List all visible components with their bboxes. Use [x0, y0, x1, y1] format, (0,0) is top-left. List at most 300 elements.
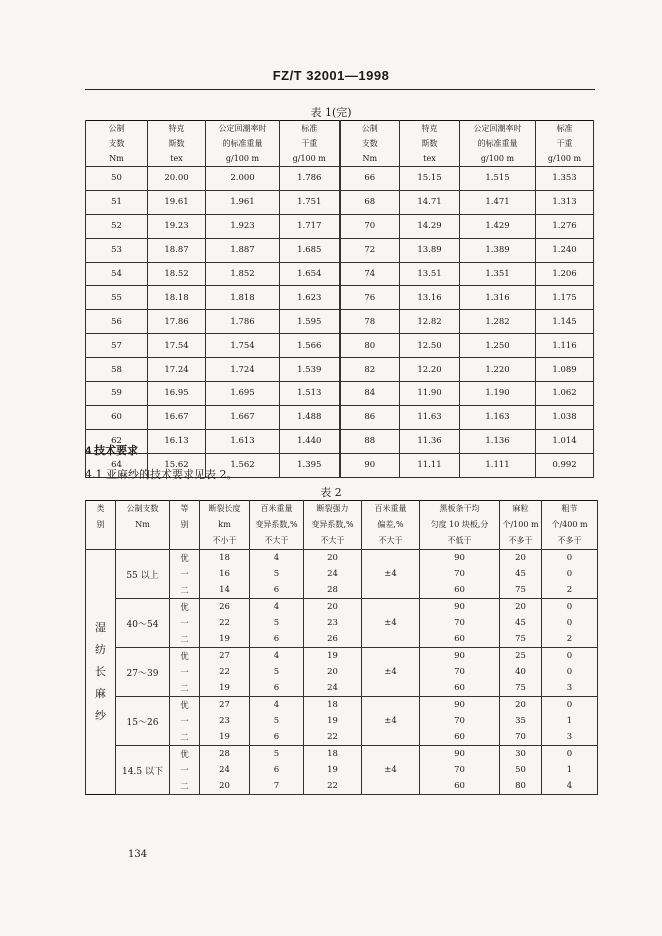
- table-cell: 4: [250, 599, 304, 616]
- grade-cell: 一: [170, 566, 200, 582]
- table-cell: 1.667: [206, 405, 280, 429]
- table2-header-cell: 不低于: [420, 533, 500, 550]
- table2-header-cell: [116, 533, 170, 550]
- table-cell: 70: [420, 615, 500, 631]
- table2-header-cell: 不大于: [250, 533, 304, 550]
- table-cell: 16.13: [148, 429, 206, 453]
- table-cell: 76: [340, 286, 400, 310]
- table1-header-cell: 特克: [148, 121, 206, 137]
- grade-cell: 一: [170, 713, 200, 729]
- table-cell: 1.316: [460, 286, 536, 310]
- table-cell: 59: [86, 382, 148, 406]
- table-cell: 51: [86, 190, 148, 214]
- table1-header-row: [86, 136, 594, 151]
- table2-header-cell: 变异系数,%: [304, 517, 362, 533]
- table-cell: 1.471: [460, 190, 536, 214]
- table-cell: 57: [86, 334, 148, 358]
- table-cell: 1.353: [536, 167, 594, 191]
- table-cell: 18: [200, 550, 250, 567]
- table-cell: 45: [500, 566, 542, 582]
- deviation-cell: ±4: [362, 648, 420, 697]
- table-cell: 25: [500, 648, 542, 665]
- table-row: [86, 358, 594, 382]
- table-cell: 18: [304, 697, 362, 714]
- table-cell: 0: [542, 550, 598, 567]
- table-cell: 90: [340, 453, 400, 477]
- table1-header-cell: g/100 m: [536, 151, 594, 167]
- table-cell: 90: [420, 697, 500, 714]
- table-cell: 90: [420, 550, 500, 567]
- table-cell: 0: [542, 664, 598, 680]
- table-cell: 20: [500, 697, 542, 714]
- table1-header-cell: 公定回潮率时: [460, 121, 536, 137]
- table-row: [86, 238, 594, 262]
- table1-header-cell: 的标准重量: [206, 136, 280, 151]
- table-cell: 60: [420, 778, 500, 795]
- table1-header-cell: 干重: [280, 136, 340, 151]
- table-cell: 13.89: [400, 238, 460, 262]
- grade-cell: 优: [170, 599, 200, 616]
- table-cell: 16.67: [148, 405, 206, 429]
- table-row: [86, 382, 594, 406]
- table-cell: 80: [340, 334, 400, 358]
- table-cell: 19: [304, 648, 362, 665]
- table2-header-cell: 黑板条干均: [420, 501, 500, 518]
- table2-header-cell: 不大于: [304, 533, 362, 550]
- table-cell: 1.038: [536, 405, 594, 429]
- table-cell: 5: [250, 746, 304, 763]
- table-cell: 12.50: [400, 334, 460, 358]
- table-cell: 80: [500, 778, 542, 795]
- grade-cell: 二: [170, 778, 200, 795]
- table1-header-cell: 支数: [86, 136, 148, 151]
- table-cell: 1.566: [280, 334, 340, 358]
- table-cell: 75: [500, 631, 542, 648]
- table-cell: 1.539: [280, 358, 340, 382]
- table-cell: 27: [200, 648, 250, 665]
- table-cell: 1.014: [536, 429, 594, 453]
- table2-header-row: [86, 533, 598, 550]
- table-cell: 24: [304, 680, 362, 697]
- grade-cell: 二: [170, 582, 200, 599]
- table-cell: 1.488: [280, 405, 340, 429]
- table-cell: 1.145: [536, 310, 594, 334]
- table-cell: 18.52: [148, 262, 206, 286]
- table-cell: 1.111: [460, 453, 536, 477]
- table2-header-cell: 偏差,%: [362, 517, 420, 533]
- table-cell: 6: [250, 680, 304, 697]
- table-cell: 11.11: [400, 453, 460, 477]
- table2: [85, 500, 598, 795]
- table-cell: 1.163: [460, 405, 536, 429]
- table-cell: 1: [542, 762, 598, 778]
- table1-header-cell: 公制: [86, 121, 148, 137]
- table-cell: 90: [420, 648, 500, 665]
- table1-header-cell: Nm: [340, 151, 400, 167]
- table-cell: 16: [200, 566, 250, 582]
- table-cell: 56: [86, 310, 148, 334]
- table-cell: 0: [542, 697, 598, 714]
- table-cell: 1.062: [536, 382, 594, 406]
- table-cell: 88: [340, 429, 400, 453]
- table-cell: 2.000: [206, 167, 280, 191]
- table-cell: 70: [500, 729, 542, 746]
- table-cell: 2: [542, 631, 598, 648]
- table-cell: 1.751: [280, 190, 340, 214]
- table-row: [86, 167, 594, 191]
- table-cell: 62: [86, 429, 148, 453]
- table-cell: 0: [542, 648, 598, 665]
- table-cell: 6: [250, 729, 304, 746]
- table-cell: 14.29: [400, 214, 460, 238]
- table2-header-cell: 不多于: [500, 533, 542, 550]
- table2-header-cell: 类: [86, 501, 116, 518]
- table2-header-cell: 匀度 10 块板,分: [420, 517, 500, 533]
- table-cell: 66: [340, 167, 400, 191]
- table2-header-cell: [86, 533, 116, 550]
- grade-cell: 一: [170, 664, 200, 680]
- table-cell: 20: [304, 664, 362, 680]
- table-cell: 1.136: [460, 429, 536, 453]
- table-cell: 0: [542, 599, 598, 616]
- table2-header-cell: 不小于: [200, 533, 250, 550]
- table-cell: 60: [420, 631, 500, 648]
- table-cell: 0: [542, 615, 598, 631]
- table-cell: 2: [542, 582, 598, 599]
- table-cell: 6: [250, 631, 304, 648]
- table-cell: 17.24: [148, 358, 206, 382]
- count-range-cell: 15～26: [116, 697, 170, 746]
- table-row: [86, 550, 598, 567]
- header-rule: [85, 89, 595, 90]
- table1-header-cell: 标准: [536, 121, 594, 137]
- count-range-cell: 55 以上: [116, 550, 170, 599]
- table-cell: 1.395: [280, 453, 340, 477]
- table-cell: 1.206: [536, 262, 594, 286]
- clause-text: 4.1 亚麻纱的技术要求见表 2。: [85, 468, 238, 481]
- table-cell: 1.613: [206, 429, 280, 453]
- table-cell: 0: [542, 746, 598, 763]
- table2-caption: 表 2: [320, 486, 342, 499]
- table1-header-cell: 公定回潮率时: [206, 121, 280, 137]
- table-cell: 11.90: [400, 382, 460, 406]
- table-cell: 1.961: [206, 190, 280, 214]
- table-cell: 4: [542, 778, 598, 795]
- table-cell: 90: [420, 746, 500, 763]
- table2-header-cell: Nm: [116, 517, 170, 533]
- table1: [85, 120, 594, 478]
- table-cell: 90: [420, 599, 500, 616]
- table-row: [86, 286, 594, 310]
- table-cell: 19: [200, 729, 250, 746]
- table-row: [86, 190, 594, 214]
- table2-header-cell: 不大于: [362, 533, 420, 550]
- table-cell: 70: [420, 566, 500, 582]
- table2-header-cell: 粗节: [542, 501, 598, 518]
- table-cell: 18.87: [148, 238, 206, 262]
- table-cell: 1.513: [280, 382, 340, 406]
- table-cell: 1.276: [536, 214, 594, 238]
- table-cell: 74: [340, 262, 400, 286]
- table-cell: 1.754: [206, 334, 280, 358]
- grade-cell: 优: [170, 648, 200, 665]
- table2-header-cell: 等: [170, 501, 200, 518]
- table1-header-cell: 干重: [536, 136, 594, 151]
- table1-header-cell: 标准: [280, 121, 340, 137]
- table-cell: 0.992: [536, 453, 594, 477]
- table-cell: 22: [200, 615, 250, 631]
- table-cell: 1.654: [280, 262, 340, 286]
- table-cell: 6: [250, 582, 304, 599]
- table-cell: 55: [86, 286, 148, 310]
- table-cell: 20: [500, 599, 542, 616]
- table1-header-cell: 的标准重量: [460, 136, 536, 151]
- table2-header-cell: km: [200, 517, 250, 533]
- table-cell: 75: [500, 680, 542, 697]
- count-range-cell: 27～39: [116, 648, 170, 697]
- table-cell: 1.282: [460, 310, 536, 334]
- table-cell: 50: [86, 167, 148, 191]
- table-cell: 20.00: [148, 167, 206, 191]
- table-cell: 70: [420, 762, 500, 778]
- grade-cell: 优: [170, 746, 200, 763]
- table-cell: 1.220: [460, 358, 536, 382]
- table-cell: 54: [86, 262, 148, 286]
- table-cell: 0: [542, 566, 598, 582]
- table-cell: 22: [304, 778, 362, 795]
- table-cell: 7: [250, 778, 304, 795]
- table2-header-cell: 百米重量: [250, 501, 304, 518]
- table-cell: 60: [420, 680, 500, 697]
- table1-header-cell: g/100 m: [280, 151, 340, 167]
- table-cell: 5: [250, 664, 304, 680]
- table-cell: 84: [340, 382, 400, 406]
- table-cell: 60: [420, 729, 500, 746]
- table-cell: 12.82: [400, 310, 460, 334]
- table-cell: 15.15: [400, 167, 460, 191]
- table1-header-cell: 支数: [340, 136, 400, 151]
- table-cell: 1.351: [460, 262, 536, 286]
- table-cell: 1.818: [206, 286, 280, 310]
- table-cell: 1.515: [460, 167, 536, 191]
- table1-header-cell: g/100 m: [460, 151, 536, 167]
- table-cell: 75: [500, 582, 542, 599]
- table-row: [86, 310, 594, 334]
- table-cell: 70: [420, 713, 500, 729]
- table-cell: 28: [304, 582, 362, 599]
- table-cell: 16.95: [148, 382, 206, 406]
- table-cell: 14: [200, 582, 250, 599]
- table2-header-cell: 断裂长度: [200, 501, 250, 518]
- table-row: [86, 334, 594, 358]
- table1-caption: 表 1(完): [310, 106, 352, 119]
- table-cell: 53: [86, 238, 148, 262]
- table-cell: 24: [200, 762, 250, 778]
- table-cell: 82: [340, 358, 400, 382]
- table-cell: 1.089: [536, 358, 594, 382]
- table-cell: 13.51: [400, 262, 460, 286]
- table2-header-cell: 个/400 m: [542, 517, 598, 533]
- table-cell: 20: [200, 778, 250, 795]
- table-cell: 1.389: [460, 238, 536, 262]
- table-cell: 40: [500, 664, 542, 680]
- count-range-cell: 14.5 以下: [116, 746, 170, 795]
- table-row: [86, 746, 598, 763]
- table2-header-cell: 公制支数: [116, 501, 170, 518]
- table2-header-row: [86, 501, 598, 518]
- table-cell: 17.86: [148, 310, 206, 334]
- table-cell: 1.724: [206, 358, 280, 382]
- table1-header-cell: 斯数: [400, 136, 460, 151]
- table-cell: 1.695: [206, 382, 280, 406]
- table2-header-cell: 不多于: [542, 533, 598, 550]
- table-cell: 35: [500, 713, 542, 729]
- table-cell: 11.36: [400, 429, 460, 453]
- table-cell: 1: [542, 713, 598, 729]
- table-cell: 1.595: [280, 310, 340, 334]
- table-row: [86, 214, 594, 238]
- deviation-cell: ±4: [362, 599, 420, 648]
- grade-cell: 优: [170, 550, 200, 567]
- table-cell: 52: [86, 214, 148, 238]
- table-cell: 12.20: [400, 358, 460, 382]
- table-cell: 86: [340, 405, 400, 429]
- table-cell: 1.440: [280, 429, 340, 453]
- table-cell: 4: [250, 697, 304, 714]
- table1-header-cell: tex: [148, 151, 206, 167]
- table-cell: 3: [542, 729, 598, 746]
- table1-header-cell: g/100 m: [206, 151, 280, 167]
- table-cell: 19: [200, 680, 250, 697]
- table2-header-cell: 变异系数,%: [250, 517, 304, 533]
- table-cell: 22: [200, 664, 250, 680]
- page-number: 134: [128, 849, 148, 860]
- table-cell: 11.63: [400, 405, 460, 429]
- table-cell: 60: [86, 405, 148, 429]
- table-cell: 5: [250, 615, 304, 631]
- table-row: [86, 599, 598, 616]
- count-range-cell: 40～54: [116, 599, 170, 648]
- category-label: 湿纺长麻纱: [95, 621, 106, 722]
- table-cell: 5: [250, 566, 304, 582]
- table-cell: 19: [304, 713, 362, 729]
- table-cell: 18: [304, 746, 362, 763]
- table-cell: 27: [200, 697, 250, 714]
- table-cell: 19: [200, 631, 250, 648]
- table-row: [86, 697, 598, 714]
- table-cell: 5: [250, 713, 304, 729]
- table-cell: 1.852: [206, 262, 280, 286]
- table-cell: 1.116: [536, 334, 594, 358]
- table-cell: 17.54: [148, 334, 206, 358]
- table-cell: 1.562: [206, 453, 280, 477]
- deviation-cell: ±4: [362, 697, 420, 746]
- table-cell: 26: [200, 599, 250, 616]
- table2-header-cell: 麻粒: [500, 501, 542, 518]
- table-cell: 19: [304, 762, 362, 778]
- table-cell: 15.62: [148, 453, 206, 477]
- table2-header-row: [86, 517, 598, 533]
- table-cell: 26: [304, 631, 362, 648]
- table-cell: 50: [500, 762, 542, 778]
- table-cell: 1.887: [206, 238, 280, 262]
- table-cell: 13.16: [400, 286, 460, 310]
- table-cell: 30: [500, 746, 542, 763]
- table1-header-cell: Nm: [86, 151, 148, 167]
- table-cell: 70: [340, 214, 400, 238]
- table-cell: 18.18: [148, 286, 206, 310]
- table-cell: 23: [304, 615, 362, 631]
- table-cell: 22: [304, 729, 362, 746]
- table-cell: 1.786: [280, 167, 340, 191]
- table-cell: 1.717: [280, 214, 340, 238]
- table-row: [86, 405, 594, 429]
- table1-header-cell: tex: [400, 151, 460, 167]
- section-heading: 4 技术要求: [85, 445, 139, 457]
- table-cell: 1.786: [206, 310, 280, 334]
- table-cell: 6: [250, 762, 304, 778]
- table2-header-cell: 个/100 m: [500, 517, 542, 533]
- table-cell: 1.429: [460, 214, 536, 238]
- table-cell: 78: [340, 310, 400, 334]
- table-cell: 1.250: [460, 334, 536, 358]
- table1-header-cell: 特克: [400, 121, 460, 137]
- table2-header-cell: 别: [86, 517, 116, 533]
- table-cell: 70: [420, 664, 500, 680]
- table-cell: 1.923: [206, 214, 280, 238]
- table-cell: 68: [340, 190, 400, 214]
- table-cell: 1.623: [280, 286, 340, 310]
- grade-cell: 一: [170, 762, 200, 778]
- table-cell: 20: [500, 550, 542, 567]
- table-cell: 14.71: [400, 190, 460, 214]
- table-cell: 20: [304, 550, 362, 567]
- table-cell: 20: [304, 599, 362, 616]
- table-cell: 28: [200, 746, 250, 763]
- table-cell: 19.61: [148, 190, 206, 214]
- table-cell: 72: [340, 238, 400, 262]
- grade-cell: 二: [170, 680, 200, 697]
- table-cell: 4: [250, 648, 304, 665]
- table-cell: 1.685: [280, 238, 340, 262]
- table2-header-cell: [170, 533, 200, 550]
- grade-cell: 优: [170, 697, 200, 714]
- category-cell: [86, 550, 116, 795]
- table1-header-cell: 公制: [340, 121, 400, 137]
- grade-cell: 二: [170, 729, 200, 746]
- table-cell: 1.190: [460, 382, 536, 406]
- grade-cell: 二: [170, 631, 200, 648]
- table-cell: 60: [420, 582, 500, 599]
- deviation-cell: ±4: [362, 746, 420, 795]
- table-cell: 64: [86, 453, 148, 477]
- deviation-cell: ±4: [362, 550, 420, 599]
- table-cell: 24: [304, 566, 362, 582]
- table2-header-cell: 百米重量: [362, 501, 420, 518]
- table-cell: 23: [200, 713, 250, 729]
- table1-header-row: [86, 121, 594, 137]
- table-row: [86, 648, 598, 665]
- table-cell: 1.175: [536, 286, 594, 310]
- table-cell: 1.313: [536, 190, 594, 214]
- table1-header-cell: 斯数: [148, 136, 206, 151]
- table-cell: 19.23: [148, 214, 206, 238]
- table-cell: 1.240: [536, 238, 594, 262]
- table-cell: 58: [86, 358, 148, 382]
- table-row: [86, 429, 594, 453]
- table2-header-cell: 别: [170, 517, 200, 533]
- grade-cell: 一: [170, 615, 200, 631]
